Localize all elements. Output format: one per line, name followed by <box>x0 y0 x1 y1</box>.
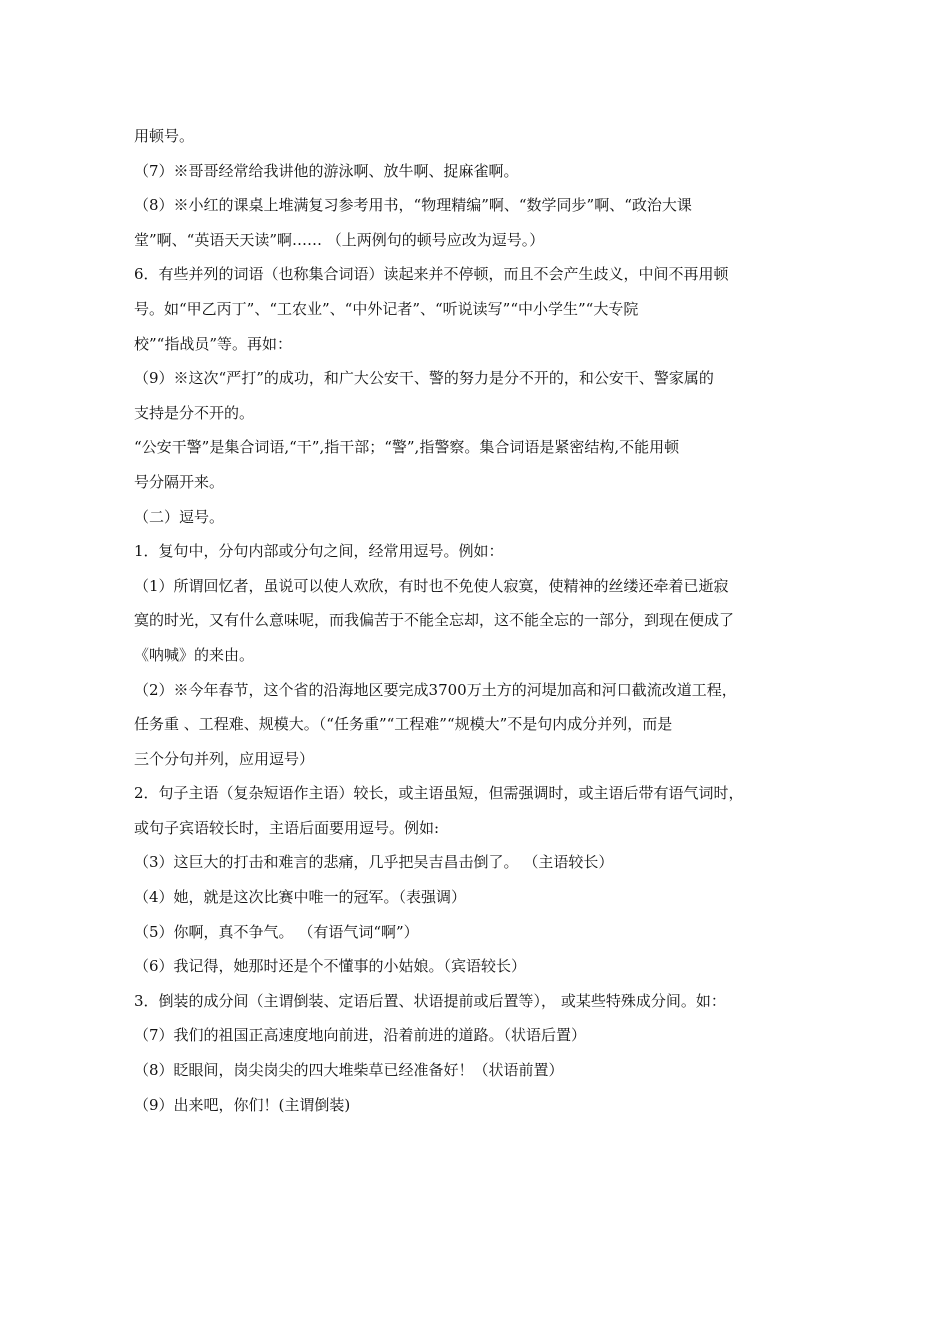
text-line: 号分隔开来。 <box>134 472 225 491</box>
text-line: 校”“指战员”等。再如： <box>134 334 293 353</box>
text-line: 号。如“甲乙丙丁”、“工农业”、“中外记者”、“听说读写”“中小学生”“大专院 <box>134 299 639 318</box>
text-line: 3．倒装的成分间（主谓倒装、定语后置、状语提前或后置等）， 或某些特殊成分间。如： <box>134 991 726 1010</box>
text-line: （3）这巨大的打击和难言的悲痛，几乎把吴吉昌击倒了。 （主语较长） <box>134 853 614 872</box>
text-line: 堂”啊、“英语天天读”啊…… （上两例句的顿号应改为逗号。） <box>134 230 545 249</box>
text-line: （6）我记得，她那时还是个不懂事的小姑娘。（宾语较长） <box>134 957 527 976</box>
text-line: （8）※小红的课桌上堆满复习参考用书，“物理精编”啊、“数学同步”啊、“政治大课 <box>134 196 692 215</box>
text-line: （5）你啊，真不争气。 （有语气词“啊”） <box>134 922 419 941</box>
text-line: 2．句子主语（复杂短语作主语）较长，或主语虽短，但需强调时，或主语后带有语气词时， <box>134 784 744 803</box>
text-line: （9）出来吧，你们！(主谓倒装) <box>134 1095 351 1114</box>
text-line: 或句子宾语较长时，主语后面要用逗号。例如: <box>134 818 440 837</box>
text-line: 用顿号。 <box>134 127 195 145</box>
text-line: （7）※哥哥经常给我讲他的游泳啊、放牛啊、捉麻雀啊。 <box>134 161 519 180</box>
section-heading: （二）逗号。 <box>134 507 225 526</box>
text-line: （9）※这次“严打”的成功，和广大公安干、警的努力是分不开的，和公安干、警家属的 <box>134 369 714 388</box>
text-line: 6．有些并列的词语（也称集合词语）读起来并不停顿，而且不会产生歧义，中间不再用顿 <box>134 265 729 284</box>
text-line: 1．复句中，分句内部或分句之间，经常用逗号。例如： <box>134 542 504 561</box>
text-line: 任务重 、工程难、规模大。（“任务重”“工程难”“规模大”不是句内成分并列，而是 <box>134 715 673 734</box>
document-body <box>134 119 824 1122</box>
text-line: 寞的时光，又有什么意味呢，而我偏苦于不能全忘却，这不能全忘的一部分，到现在便成了 <box>134 611 735 630</box>
text-line: （4）她，就是这次比赛中唯一的冠军。（表强调） <box>134 888 467 907</box>
text-line: “公安干警”是集合词语,“干”,指干部；“警”,指警察。集合词语是紧密结构,不能用顿 <box>134 438 680 457</box>
text-line: （7）我们的祖国正高速度地向前进，沿着前进的道路。（状语后置） <box>134 1026 587 1045</box>
text-line: 三个分句并列，应用逗号） <box>134 749 315 768</box>
text-line: （2）※今年春节，这个省的沿海地区要完成3700万土方的河堤加高和河口截流改道工程， <box>134 680 737 699</box>
text-line: 《呐喊》的来由。 <box>134 645 255 664</box>
text-line: 支持是分不开的。 <box>134 403 255 422</box>
text-line: （8）眨眼间，岗尖岗尖的四大堆柴草已经准备好！（状语前置） <box>134 1061 564 1080</box>
text-line: （1）所谓回忆者，虽说可以使人欢欣，有时也不免使人寂寞，使精神的丝缕还牵着已逝寂 <box>134 576 729 595</box>
